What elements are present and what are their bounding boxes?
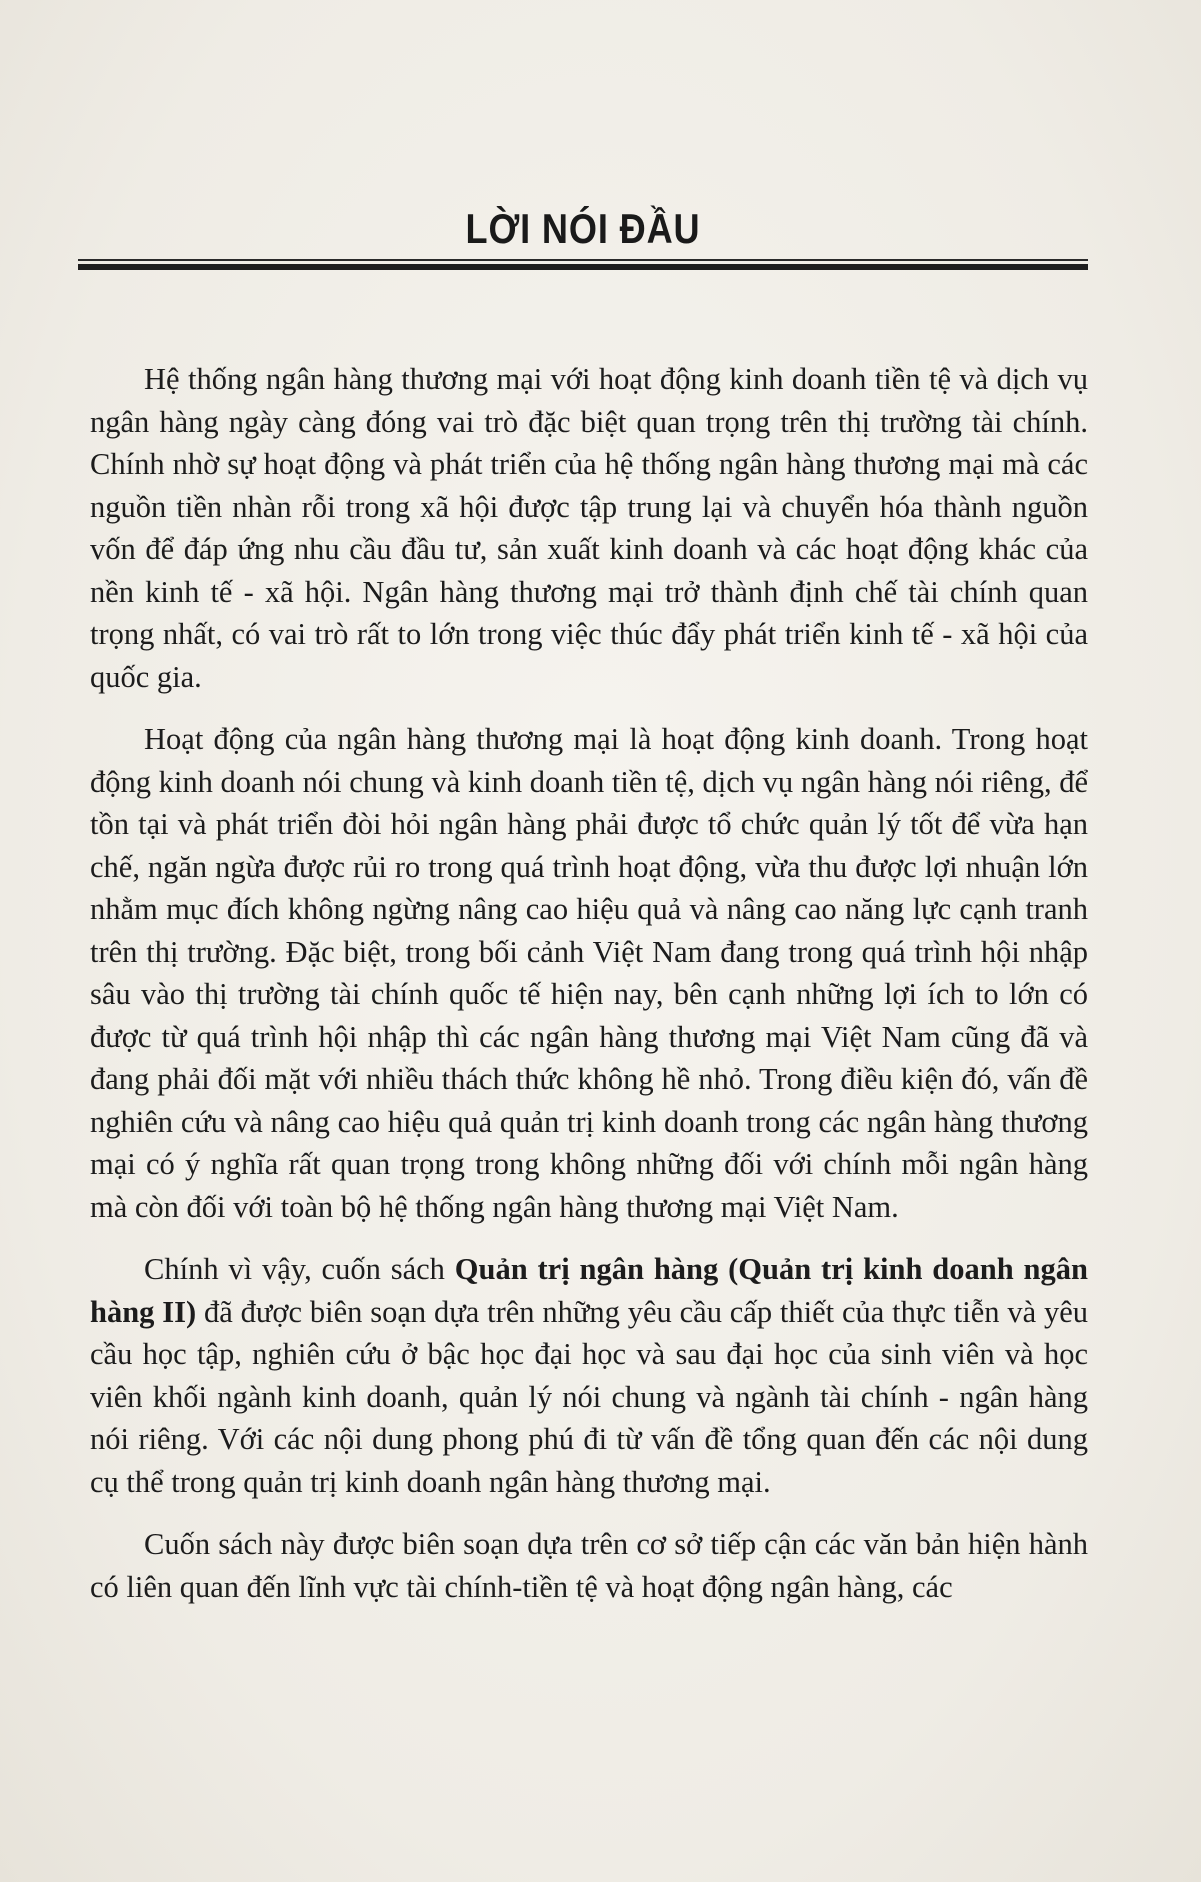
paragraph-text: đã được biên soạn dựa trên những yêu cầu cấp thiết của thực tiễn và yêu cầu học tập, nghiên cứu ở bậc học đại học và sau đại học của sinh viên và học viên khối ngành kinh doanh, quản lý nói chung và ngành tài chính - ngân hàng nói riêng. Với các nội dung phong phú đi từ vấn đề tổng quan đến các nội dung cụ thể trong quản trị kinh doanh ngân hàng thương mại.: [90, 1294, 1088, 1499]
paragraph: [90, 1523, 1088, 1608]
page-title: LỜI NÓI ĐẦU: [465, 205, 701, 252]
title-rule-thick: [78, 264, 1088, 270]
paragraph-text: Cuốn sách này được biên soạn dựa trên cơ sở tiếp cận các văn bản hiện hành có liên quan đến lĩnh vực tài chính-tiền tệ và hoạt động ngân hàng, các: [90, 1527, 1088, 1604]
paragraph: [90, 718, 1088, 1228]
paragraph: [90, 358, 1088, 698]
paragraph: [90, 1248, 1088, 1503]
paragraph-text: Hoạt động của ngân hàng thương mại là hoạt động kinh doanh. Trong hoạt động kinh doanh nói chung và kinh doanh tiền tệ, dịch vụ ngân hàng nói riêng, để tồn tại và phát triển đòi hỏi ngân hàng phải được tổ chức quản lý tốt để vừa hạn chế, ngăn ngừa được rủi ro trong quá trình hoạt động, vừa thu được lợi nhuận lớn nhằm mục đích không ngừng nâng cao hiệu quả và nâng cao năng lực cạnh tranh trên thị trường. Đặc biệt, trong bối cảnh Việt Nam đang trong quá trình hội nhập sâu vào thị trường tài chính quốc tế hiện nay, bên cạnh những lợi ích to lớn có được từ quá trình hội nhập thì các ngân hàng thương mại Việt Nam cũng đã và đang phải đối mặt với nhiều thách thức không hề nhỏ. Trong điều kiện đó, vấn đề nghiên cứu và nâng cao hiệu quả quản trị kinh doanh trong các ngân hàng thương mại có ý nghĩa rất quan trọng trong không những đối với chính mỗi ngân hàng mà còn đối với toàn bộ hệ thống ngân hàng thương mại Việt Nam.: [90, 722, 1088, 1224]
paragraph-bold-text: Quản trị ngân hàng (Quản trị kinh doanh ngân hàng II): [90, 1252, 1088, 1329]
paragraph-text: Hệ thống ngân hàng thương mại với hoạt động kinh doanh tiền tệ và dịch vụ ngân hàng ngày càng đóng vai trò đặc biệt quan trọng trên thị trường tài chính. Chính nhờ sự hoạt động và phát triển của hệ thống ngân hàng thương mại mà các nguồn tiền nhàn rỗi trong xã hội được tập trung lại và chuyển hóa thành nguồn vốn để đáp ứng nhu cầu đầu tư, sản xuất kinh doanh và các hoạt động khác của nền kinh tế - xã hội. Ngân hàng thương mại trở thành định chế tài chính quan trọng nhất, có vai trò rất to lớn trong việc thúc đẩy phát triển kinh tế - xã hội của quốc gia.: [90, 362, 1088, 694]
paragraph-text: Chính vì vậy, cuốn sách: [144, 1252, 455, 1286]
title-rule-thin: [78, 259, 1088, 261]
body-text: [90, 358, 1088, 1628]
page-heading-block: [78, 203, 1088, 270]
